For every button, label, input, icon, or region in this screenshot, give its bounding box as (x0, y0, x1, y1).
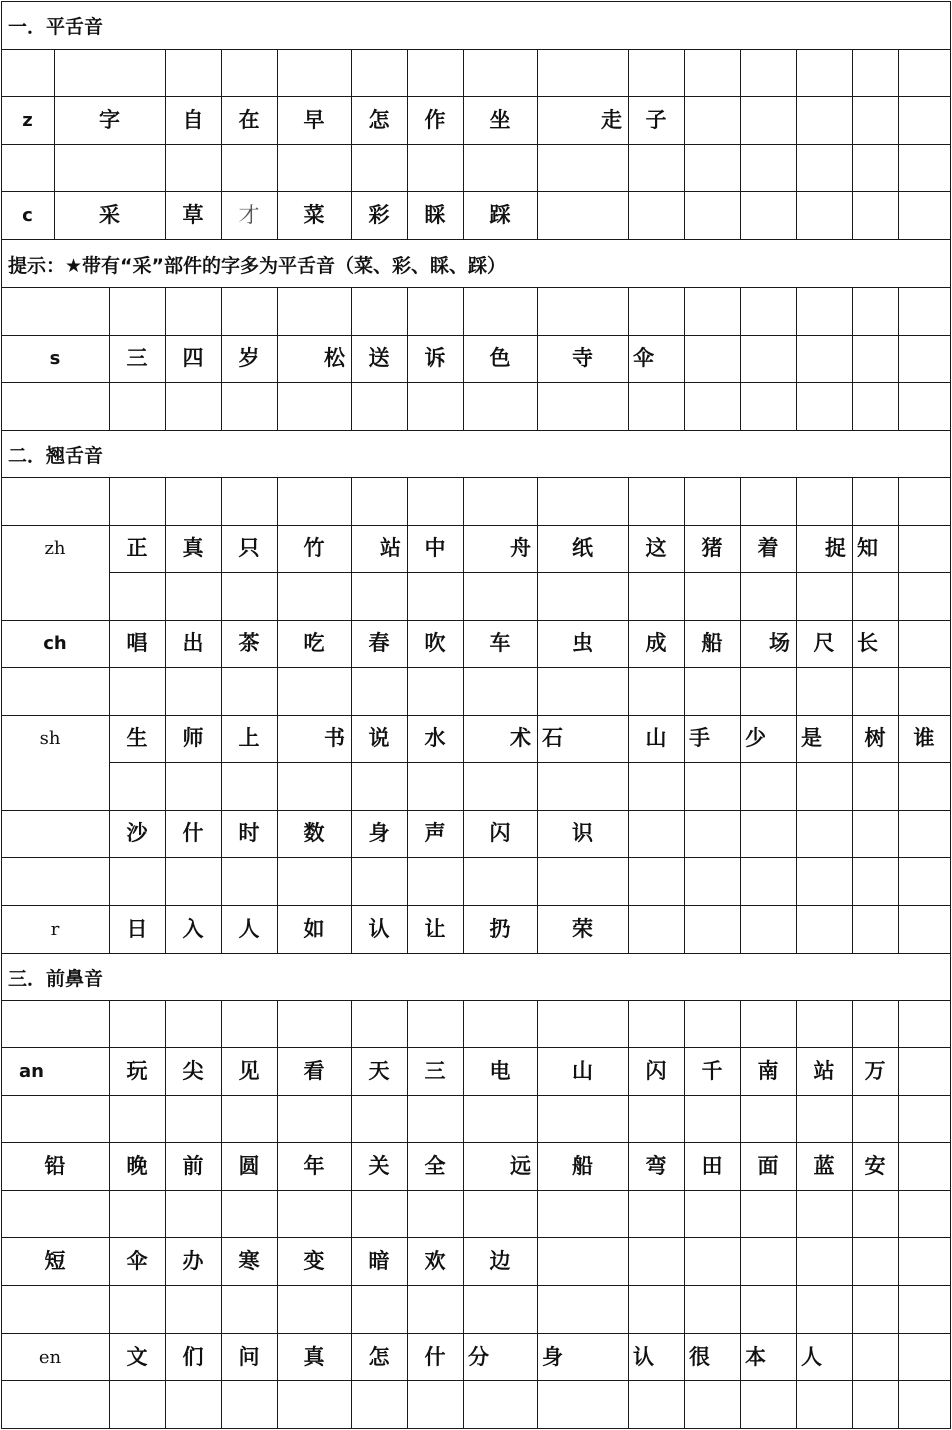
char-cell: 伞 (126, 1249, 148, 1273)
grid-hline (1, 1, 951, 2)
char-cell: 作 (424, 108, 446, 132)
char-cell: 说 (368, 726, 390, 750)
char-cell: 春 (368, 631, 390, 655)
row-label-sh-cont (1, 810, 109, 857)
char-cell: 晚 (126, 1154, 148, 1178)
char-cell: 诉 (424, 346, 446, 370)
grid-vline (950, 1, 951, 1429)
char-cell: 尺 (813, 631, 835, 655)
char-cell: 文 (126, 1345, 148, 1369)
char-cell: 尖 (182, 1059, 204, 1083)
char-cell: 人 (801, 1345, 822, 1369)
char-cell: 全 (424, 1154, 446, 1178)
row-label-an: an (19, 1060, 44, 1082)
char-cell: 是 (801, 726, 822, 750)
grid-hline (1, 382, 951, 383)
char-cell: 四 (182, 346, 204, 370)
section-heading-flat-tongue: 一．平舌音 (8, 15, 104, 38)
char-cell: 什 (424, 1345, 446, 1369)
char-cell: 树 (864, 726, 886, 750)
char-cell: 声 (424, 821, 446, 845)
char-cell: 伞 (633, 346, 654, 370)
grid-vline (684, 287, 685, 431)
tip-text: 提示：★带有“采”部件的字多为平舌音（菜、彩、睬、踩） (8, 254, 507, 277)
char-cell: 田 (701, 1154, 723, 1178)
char-cell: 走 (601, 108, 622, 132)
char-cell: 怎 (368, 1345, 390, 1369)
grid-vline (796, 49, 797, 240)
char-cell: 早 (303, 108, 325, 132)
char-cell: 长 (857, 631, 878, 655)
char-cell: 吃 (303, 631, 325, 655)
char-cell: 人 (238, 917, 260, 941)
grid-vline (537, 49, 538, 240)
char-cell: 书 (324, 726, 345, 750)
grid-vline (740, 49, 741, 240)
char-cell: 谁 (913, 726, 935, 750)
char-cell: 正 (126, 536, 148, 560)
char-cell: 山 (572, 1059, 593, 1083)
grid-hline (1, 1095, 951, 1096)
char-cell: 站 (813, 1059, 835, 1083)
grid-hline (1, 1190, 951, 1191)
char-cell: 自 (182, 108, 204, 132)
char-cell: 踩 (489, 203, 511, 227)
grid-hline (1, 144, 951, 145)
char-cell: 子 (645, 108, 667, 132)
grid-hline (109, 572, 951, 573)
grid-hline (1, 857, 951, 858)
row-label-duan: 短 (44, 1249, 66, 1273)
char-cell: 办 (182, 1249, 204, 1273)
char-cell: 茶 (238, 631, 260, 655)
section-heading-front-nasal: 三．前鼻音 (8, 967, 104, 990)
char-cell: 寒 (238, 1249, 260, 1273)
char-cell: 身 (368, 821, 390, 845)
grid-hline (1, 49, 951, 50)
char-cell: 岁 (238, 346, 260, 370)
char-cell: 少 (745, 726, 766, 750)
char-cell: 出 (182, 631, 204, 655)
row-label-c: c (22, 204, 33, 226)
char-cell: 远 (510, 1154, 531, 1178)
char-cell: 猪 (701, 536, 723, 560)
char-cell: 暗 (368, 1249, 390, 1273)
char-cell: 知 (857, 536, 878, 560)
char-cell: 字 (99, 108, 120, 132)
char-cell: 日 (126, 917, 148, 941)
char-cell: 生 (126, 726, 148, 750)
grid-vline (852, 49, 853, 240)
grid-hline (1, 1428, 951, 1429)
char-cell: 着 (757, 536, 779, 560)
char-cell: 万 (864, 1059, 886, 1083)
char-cell: 才 (238, 203, 260, 227)
char-cell: 唱 (126, 631, 148, 655)
char-cell: 问 (238, 1345, 260, 1369)
char-cell: 捉 (825, 536, 846, 560)
char-cell: 边 (489, 1249, 511, 1273)
char-cell: 电 (489, 1059, 511, 1083)
row-label-r: r (50, 918, 60, 940)
char-cell: 吹 (424, 631, 446, 655)
char-cell: 水 (424, 726, 446, 750)
char-cell: 术 (510, 726, 531, 750)
char-cell: 蓝 (813, 1154, 835, 1178)
grid-vline (684, 49, 685, 240)
char-cell: 竹 (303, 536, 325, 560)
char-cell: 识 (572, 821, 593, 845)
char-cell: 沙 (126, 821, 148, 845)
grid-hline (1, 430, 951, 431)
grid-vline (898, 1000, 899, 1429)
char-cell: 怎 (368, 108, 390, 132)
section-heading-retroflex: 二．翘舌音 (8, 444, 104, 467)
char-cell: 欢 (424, 1249, 446, 1273)
row-label-sh: sh (39, 727, 61, 749)
char-cell: 认 (633, 1345, 654, 1369)
char-cell: 虫 (572, 631, 593, 655)
grid-hline (1, 287, 951, 288)
char-cell: 松 (324, 346, 345, 370)
grid-vline (796, 287, 797, 431)
char-cell: 闪 (489, 821, 511, 845)
char-cell: 南 (757, 1059, 779, 1083)
char-cell: 手 (689, 726, 710, 750)
row-label-en: en (38, 1346, 62, 1368)
char-cell: 站 (380, 536, 401, 560)
char-cell: 师 (182, 726, 204, 750)
char-cell: 年 (303, 1154, 325, 1178)
char-cell: 圆 (238, 1154, 260, 1178)
char-cell: 山 (645, 726, 667, 750)
char-cell: 送 (368, 346, 390, 370)
char-cell: 关 (368, 1154, 390, 1178)
grid-hline (1, 953, 951, 954)
char-cell: 三 (424, 1059, 446, 1083)
char-cell: 闪 (645, 1059, 667, 1083)
char-cell: 荣 (572, 917, 593, 941)
char-cell: 彩 (368, 203, 390, 227)
char-cell: 石 (542, 726, 563, 750)
char-cell: 弯 (645, 1154, 667, 1178)
char-cell: 这 (645, 536, 667, 560)
char-cell: 分 (468, 1345, 489, 1369)
grid-hline (1, 667, 951, 668)
char-cell: 前 (182, 1154, 204, 1178)
char-cell: 船 (572, 1154, 593, 1178)
char-cell: 见 (238, 1059, 260, 1083)
row-label-zh: zh (44, 537, 66, 559)
char-cell: 变 (303, 1249, 325, 1273)
grid-hline (1, 1000, 951, 1001)
grid-vline (1, 1, 2, 1429)
char-cell: 在 (238, 108, 260, 132)
char-cell: 让 (424, 917, 446, 941)
char-cell: 纸 (572, 536, 593, 560)
row-label-s: s (49, 347, 61, 369)
row-label-ch: ch (43, 632, 67, 654)
grid-vline (628, 49, 629, 240)
char-cell: 上 (238, 726, 260, 750)
char-cell: 真 (182, 536, 204, 560)
char-cell: 采 (99, 203, 120, 227)
grid-vline (898, 287, 899, 431)
char-cell: 们 (182, 1345, 204, 1369)
grid-hline (109, 762, 951, 763)
char-cell: 很 (689, 1345, 710, 1369)
char-cell: 时 (238, 821, 260, 845)
char-cell: 身 (542, 1345, 563, 1369)
grid-hline (1, 477, 951, 478)
char-cell: 本 (745, 1345, 766, 1369)
char-cell: 认 (368, 917, 390, 941)
grid-vline (852, 287, 853, 431)
char-cell: 菜 (303, 203, 325, 227)
row-label-z: z (22, 109, 33, 131)
char-cell: 船 (701, 631, 723, 655)
char-cell: 数 (303, 821, 325, 845)
char-cell: 舟 (510, 536, 531, 560)
grid-vline (740, 287, 741, 431)
char-cell: 场 (769, 631, 790, 655)
char-cell: 天 (368, 1059, 390, 1083)
char-cell: 成 (645, 631, 667, 655)
grid-hline (1, 1285, 951, 1286)
char-cell: 入 (182, 917, 204, 941)
char-cell: 车 (489, 631, 511, 655)
char-cell: 玩 (126, 1059, 148, 1083)
char-cell: 看 (303, 1059, 325, 1083)
char-cell: 寺 (572, 346, 593, 370)
char-cell: 中 (424, 536, 446, 560)
char-cell: 什 (182, 821, 204, 845)
row-label-qian: 铅 (44, 1154, 66, 1178)
char-cell: 草 (182, 203, 204, 227)
char-cell: 面 (757, 1154, 779, 1178)
grid-vline (898, 49, 899, 240)
char-cell: 坐 (489, 108, 511, 132)
char-cell: 千 (701, 1059, 723, 1083)
char-cell: 如 (303, 917, 325, 941)
char-cell: 真 (303, 1345, 325, 1369)
char-cell: 扔 (489, 917, 511, 941)
grid-hline (1, 239, 951, 240)
char-cell: 三 (126, 346, 148, 370)
char-cell: 色 (489, 346, 511, 370)
char-cell: 只 (238, 536, 260, 560)
char-cell: 睬 (424, 203, 446, 227)
char-cell: 安 (864, 1154, 886, 1178)
